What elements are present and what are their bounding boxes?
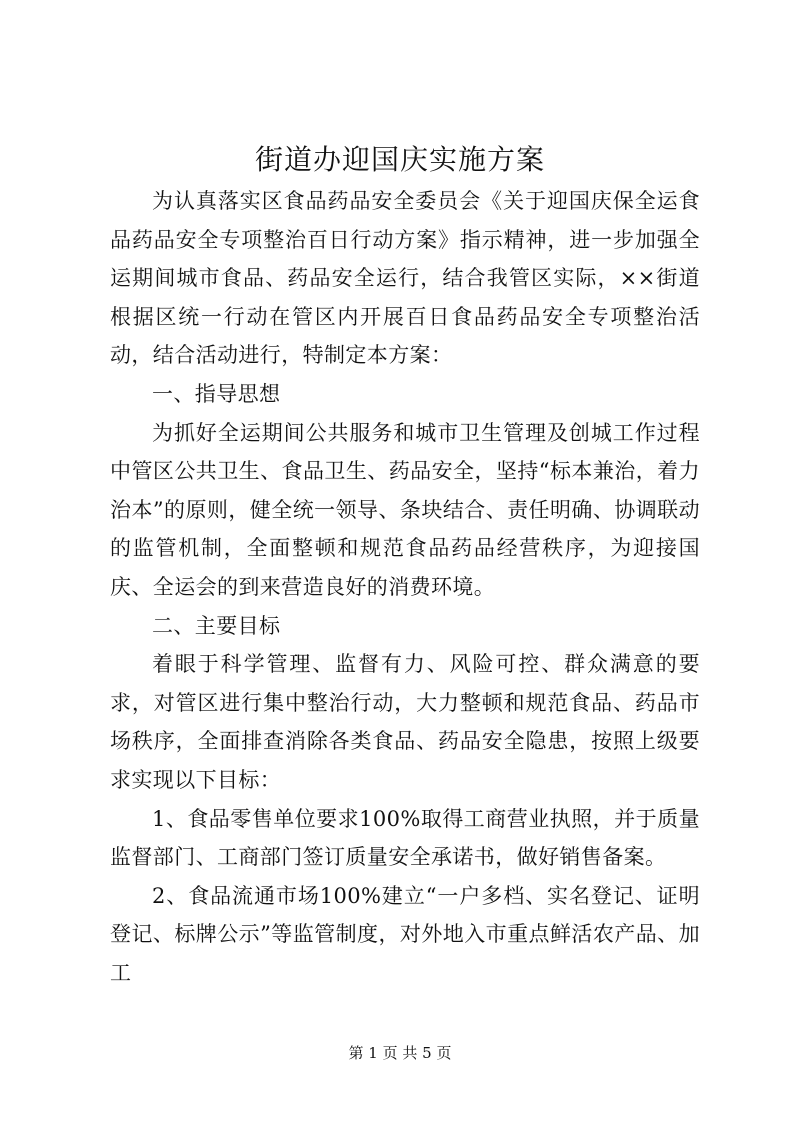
document-body — [110, 182, 700, 992]
main-goals-paragraph: 着眼于科学管理、监督有力、风险可控、群众满意的要求，对管区进行集中整治行动，大力整顿和规范食品、药品市场秩序，全面排查消除各类食品、药品安全隐患，按照上级要求实现以下目标： — [110, 652, 700, 792]
page-footer: 第 1 页 共 5 页 — [348, 1044, 452, 1062]
section-heading-main-goals: 二、主要目标 — [152, 613, 281, 638]
guiding-ideology-paragraph: 为抓好全运期间公共服务和城市卫生管理及创城工作过程中管区公共卫生、食品卫生、药品安全，坚持“标本兼治，着力治本”的原则，健全统一领导、条块结合、责任明确、协调联动的监管机制，全面整顿和规范食品药品经营秩序，为迎接国庆、全运会的到来营造良好的消费环境。 — [110, 420, 700, 599]
goal-item-2: 2、食品流通市场100%建立“一户多档、实名登记、证明登记、标牌公示”等监管制度，对外地入市重点鲜活农产品、加工 — [110, 883, 700, 985]
section-heading-guiding-ideology: 一、指导思想 — [152, 381, 281, 406]
intro-paragraph: 为认真落实区食品药品安全委员会《关于迎国庆保全运食品药品安全专项整治百日行动方案》指示精神，进一步加强全运期间城市食品、药品安全运行，结合我管区实际，××街道根据区统一行动在管区内开展百日食品药品安全专项整治活动，结合活动进行，特制定本方案： — [110, 189, 700, 368]
goal-item-1: 1、食品零售单位要求100%取得工商营业执照，并于质量监督部门、工商部门签订质量安全承诺书，做好销售备案。 — [110, 806, 700, 870]
document-title: 街道办迎国庆实施方案 — [254, 143, 545, 176]
